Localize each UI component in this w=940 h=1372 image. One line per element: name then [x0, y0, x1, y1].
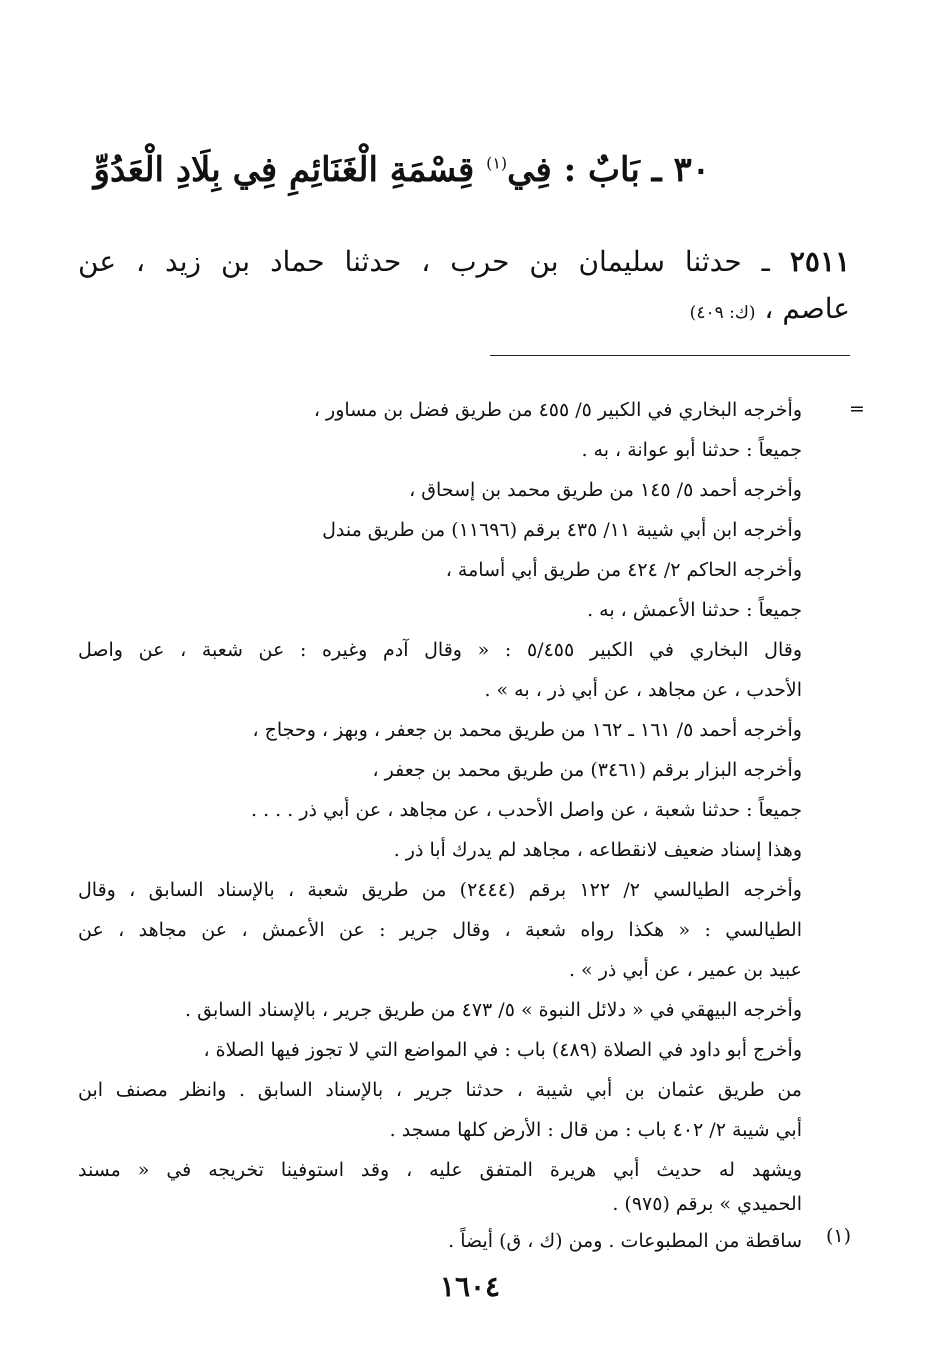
note-line: عبيد بن عمير ، عن أبي ذر » . — [568, 959, 802, 981]
hadith-line-1 — [78, 245, 850, 278]
note-line: وأخرجه الحاكم ٢/ ٤٢٤ من طريق أبي أسامة ، — [445, 559, 802, 581]
chapter-title-start: ـ بَابٌ : فِي — [507, 150, 662, 190]
note-line: وأخرجه أحمد ٥/ ١٤٥ من طريق محمد بن إسحاق ، — [409, 479, 802, 501]
continuation-mark: = — [849, 398, 865, 420]
note-line: الطيالسي : « هكذا رواه شعبة ، وقال جرير : عن الأعمش ، عن مجاهد ، عن — [78, 919, 802, 941]
chapter-title — [93, 150, 710, 190]
note-line: الحميدي » برقم (٩٧٥) . — [612, 1193, 802, 1215]
note-line: وأخرجه البخاري في الكبير ٥/ ٤٥٥ من طريق فضل بن مساور ، — [313, 399, 802, 421]
note-line: وقال البخاري في الكبير ٥/٤٥٥ : « وقال آدم وغيره : عن شعبة ، عن واصل — [78, 639, 802, 661]
hadith-text-1: ـ حدثنا سليمان بن حرب ، حدثنا حماد بن زيد ، عن — [78, 245, 770, 278]
note-line: جميعاً : حدثنا الأعمش ، به . — [587, 599, 802, 621]
note-line: وأخرجه الطيالسي ٢/ ١٢٢ برقم (٢٤٤٤) من طريق شعبة ، بالإسناد السابق ، وقال — [78, 879, 802, 901]
footnote-ref: (١) — [486, 153, 508, 173]
note-line: وأخرجه البيهقي في « دلائل النبوة » ٥/ ٤٧٣ من طريق جرير ، بالإسناد السابق . — [185, 999, 802, 1021]
note-line: من طريق عثمان بن أبي شيبة ، حدثنا جرير ، بالإسناد السابق . وانظر مصنف ابن — [78, 1079, 802, 1101]
note-line: أبي شيبة ٢/ ٤٠٢ باب : من قال : الأرض كلها مسجد . — [389, 1119, 802, 1141]
footnote-separator — [490, 355, 850, 356]
note-line: وأخرج أبو داود في الصلاة (٤٨٩) باب : في المواضع التي لا تجوز فيها الصلاة ، — [203, 1039, 802, 1061]
hadith-text-2: عاصم ، — [764, 292, 850, 325]
note-line: الأحدب ، عن مجاهد ، عن أبي ذر ، به » . — [484, 679, 802, 701]
note-line: جميعاً : حدثنا أبو عوانة ، به . — [581, 439, 802, 461]
note-line: جميعاً : حدثنا شعبة ، عن واصل الأحدب ، عن مجاهد ، عن أبي ذر . . . . — [251, 799, 802, 821]
page-number: ١٦٠٤ — [439, 1270, 501, 1303]
chapter-number: ٣٠ — [673, 150, 710, 190]
footnote-number: (١) — [826, 1225, 852, 1247]
note-line: وهذا إسناد ضعيف لانقطاعه ، مجاهد لم يدرك أبا ذر . — [393, 839, 802, 861]
note-line: ويشهد له حديث أبي هريرة المتفق عليه ، وقد استوفينا تخريجه في « مسند — [78, 1159, 802, 1181]
hadith-number: ٢٥١١ — [789, 245, 851, 278]
manuscript-ref: (ك: ٤٠٩) — [689, 303, 756, 323]
note-line: وأخرجه البزار برقم (٣٤٦١) من طريق محمد بن جعفر ، — [372, 759, 802, 781]
chapter-title-end: قِسْمَةِ الْغَنَائِمِ فِي بِلَادِ الْعَدُوِّ — [93, 150, 475, 190]
hadith-line-2 — [78, 292, 850, 325]
footnote-text: ساقطة من المطبوعات . ومن (ك ، ق) أيضاً . — [448, 1230, 802, 1252]
note-line: وأخرجه أحمد ٥/ ١٦١ ـ ١٦٢ من طريق محمد بن جعفر ، وبهز ، وحجاج ، — [252, 719, 802, 741]
note-line: وأخرجه ابن أبي شيبة ١١/ ٤٣٥ برقم (١١٦٩٦) من طريق مندل — [322, 519, 802, 541]
